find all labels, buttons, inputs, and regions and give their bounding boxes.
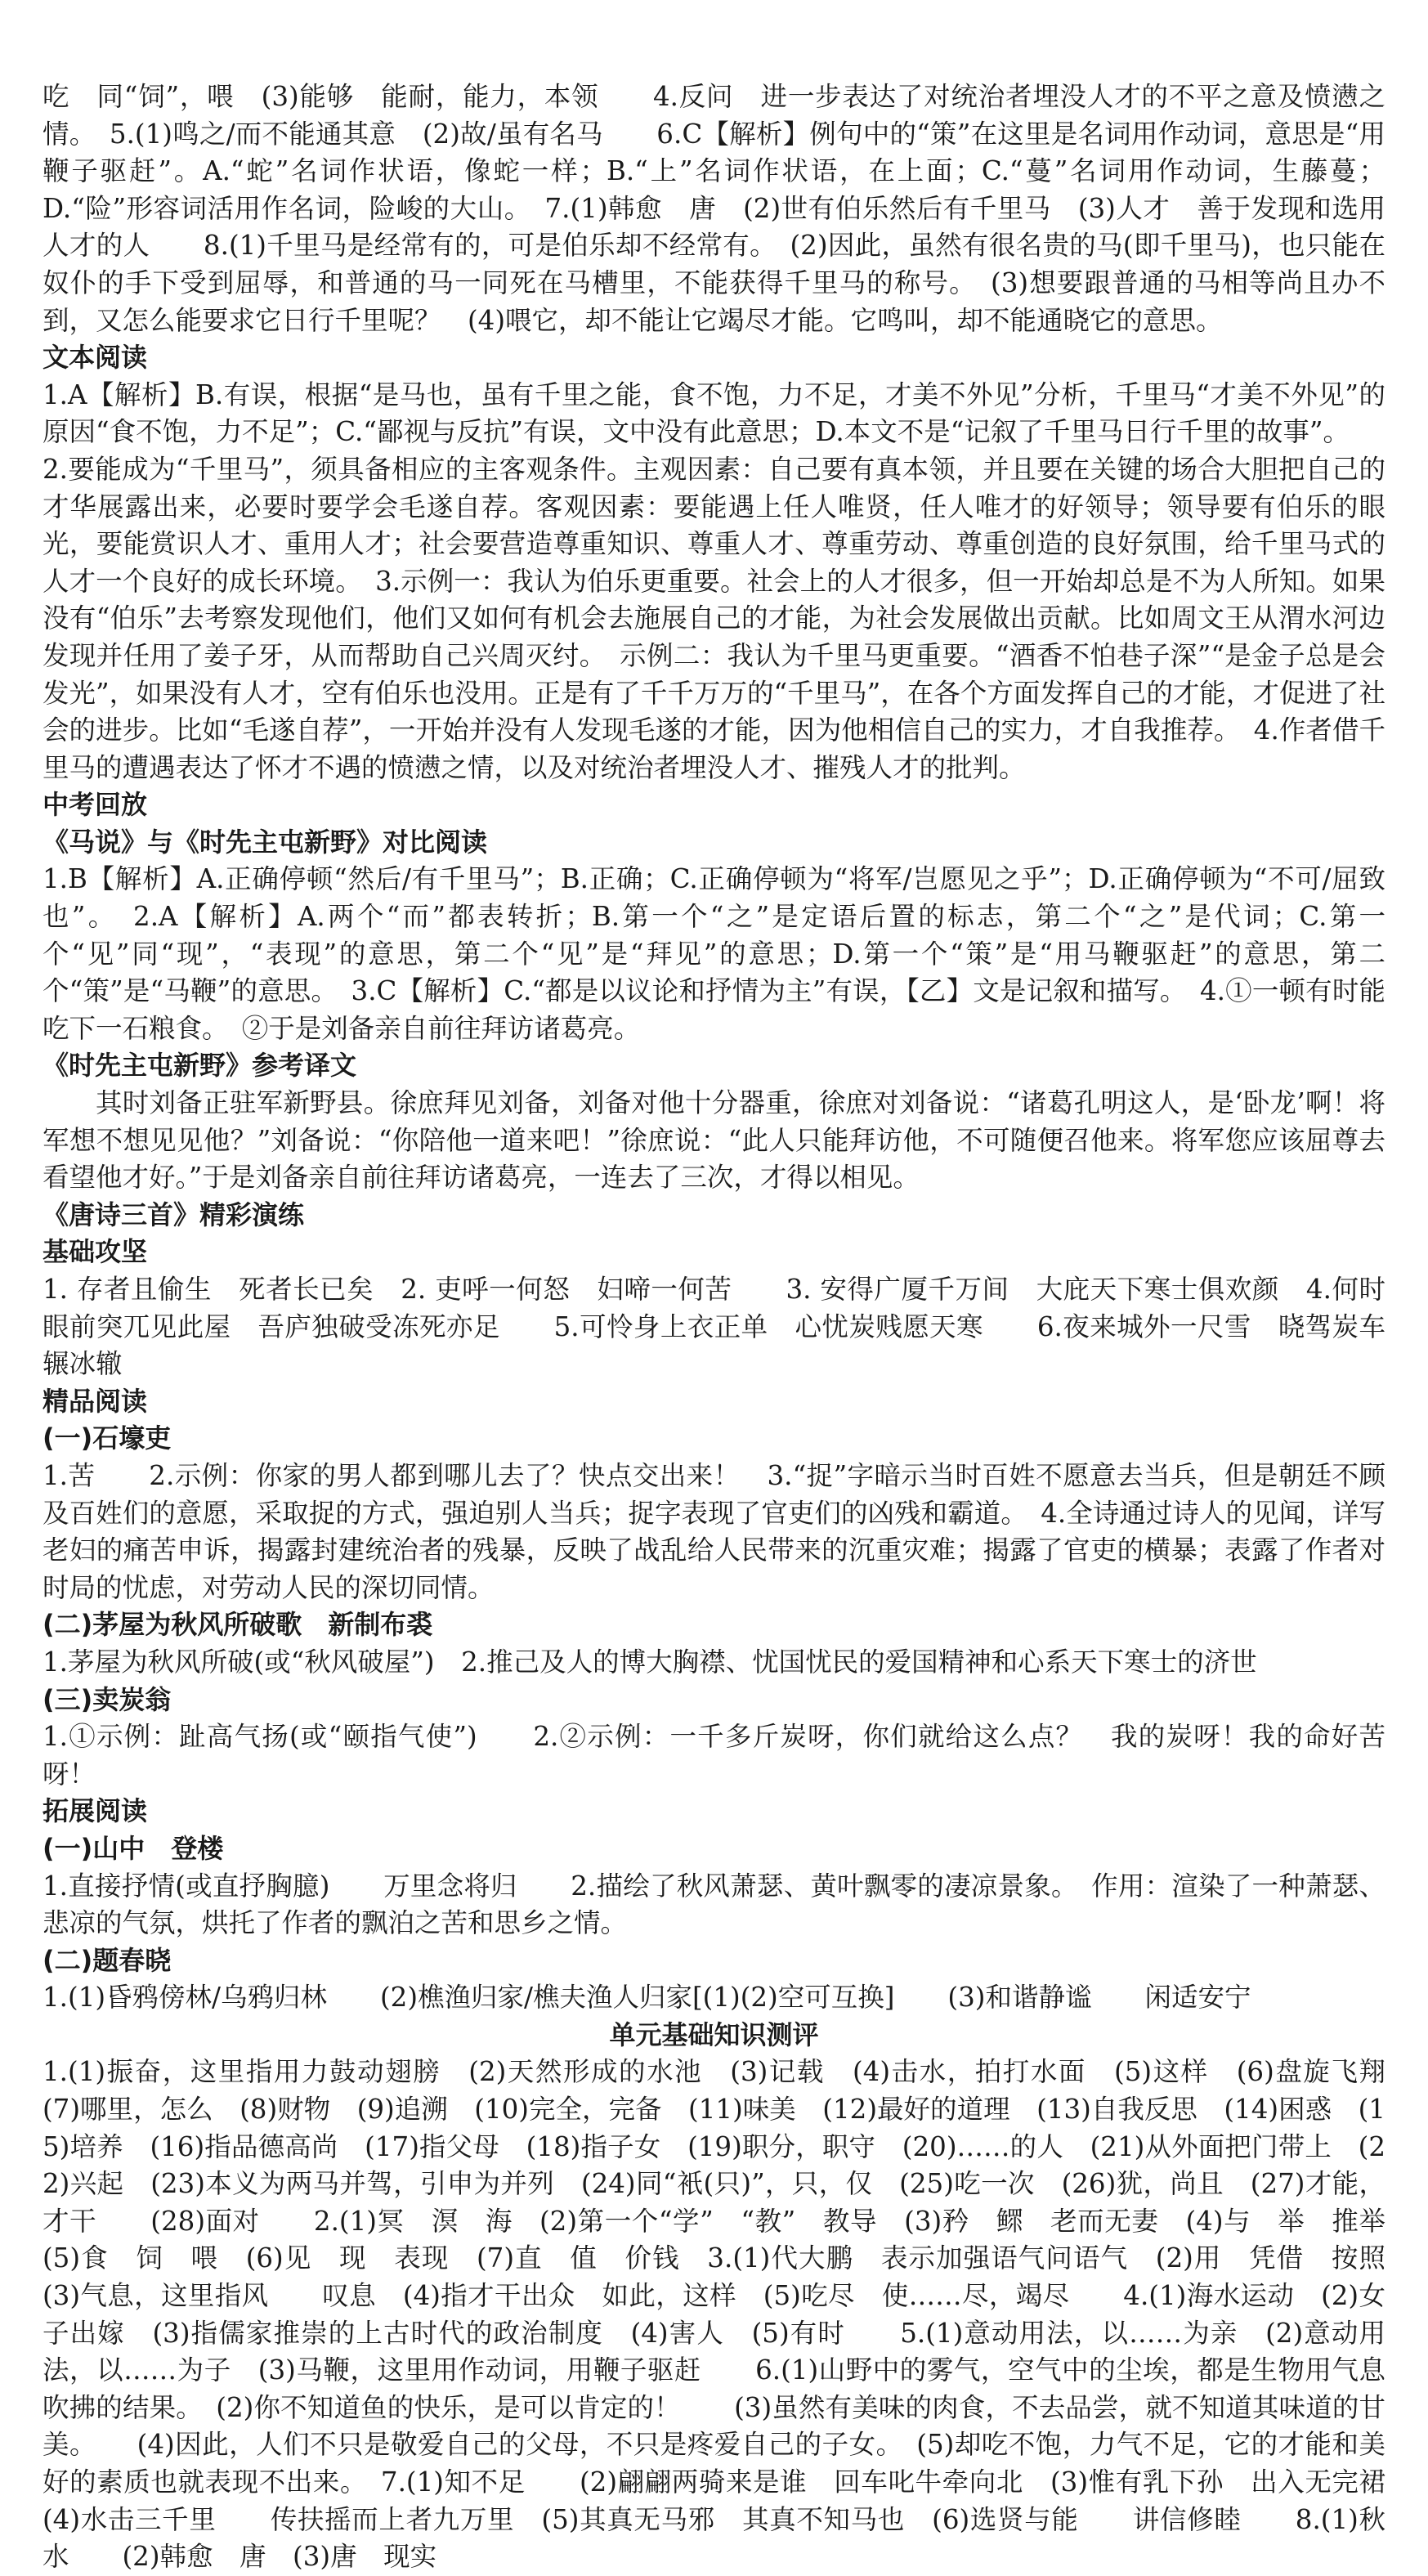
section-heading: 基础攻坚 [43, 1236, 148, 1268]
answer-paragraph: 1.直接抒情(或直抒胸臆) 万里念将归 2.描绘了秋风萧瑟、黄叶飘零的凄凉景象。 作用：渲染了一种萧瑟、悲凉的气氛，烘托了作者的飘泊之苦和思乡之情。 [43, 1870, 1385, 1939]
section-heading: 《时先主屯新野》参考译文 [43, 1050, 357, 1082]
answer-paragraph: 1.①示例：趾高气扬(或“颐指气使”) 2.②示例：一千多斤炭呀，你们就给这么点？ 我的炭呀！我的命好苦呀！ [43, 1721, 1385, 1790]
answer-paragraph: 1.苦 2.示例：你家的男人都到哪儿去了？快点交出来！ 3.“捉”字暗示当时百姓不愿意去当兵，但是朝廷不顾及百姓们的意愿，采取捉的方式，强迫别人当兵；捉字表现了官吏们的凶残和霸道。 4.全诗通过诗人的见闻，详写老妇的痛苦申诉，揭露封建统治者的残暴，反映了战乱给人民带来的沉重灾难；揭露了官吏的横暴；表露了作者对时局的忧虑，对劳动人民的深切同情。 [43, 1459, 1385, 1603]
section-heading: 《唐诗三首》精彩演练 [43, 1198, 305, 1230]
answer-paragraph: 吃 同“饲”，喂 (3)能够 能耐，能力，本领 4.反问 进一步表达了对统治者埋没人才的不平之意及愤懑之情。 5.(1)鸣之/而不能通其意 (2)故/虽有名马 6.C【解析】例句中的“策”在这里是名词用作动词，意思是“用鞭子驱赶”。A.“蛇”名词作状语，像蛇一样；B.“上”名词作状语，在上面；C.“蔓”名词用作动词，生藤蔓；D.“险”形容词活用作名词，险峻的大山。 7.(1)韩愈 唐 (2)世有伯乐然后有千里马 (3)人才 善于发现和选用人才的人 8.(1)千里马是经常有的，可是伯乐却不经常有。 (2)因此，虽然有很名贵的马(即千里马)，也只能在奴仆的手下受到屈辱，和普通的马一同死在马槽里，不能获得千里马的称号。 (3)想要跟普通的马相等尚且办不到，又怎么能要求它日行千里呢？ (4)喂它，却不能让它竭尽才能。它鸣叫，却不能通晓它的意思。 [43, 81, 1385, 336]
section-heading: 文本阅读 [43, 342, 148, 374]
answer-content [43, 78, 1412, 2576]
section-heading: (一)山中 登楼 [43, 1832, 224, 1864]
section-heading: (三)卖炭翁 [43, 1683, 172, 1715]
section-heading: (二)题春晓 [43, 1944, 172, 1976]
answer-paragraph: 1.B【解析】A.正确停顿“然后/有千里马”；B.正确；C.正确停顿为“将军/岂愿见之乎”；D.正确停顿为“不可/屈致也”。 2.A【解析】A.两个“而”都表转折；B.第一个“之”是定语后置的标志，第二个“之”是代词；C.第一个“见”同“现”，“表现”的意思，第二个“见”是“拜见”的意思；D.第一个“策”是“用马鞭驱赶”的意思，第二个“策”是“马鞭”的意思。 3.C【解析】C.“都是以议论和抒情为主”有误，【乙】文是记叙和描写。 4.①一顿有时能吃下一石粮食。 ②于是刘备亲自前往拜访诸葛亮。 [43, 863, 1385, 1044]
section-heading: 《马说》与《时先主屯新野》对比阅读 [43, 826, 488, 858]
answer-paragraph: 1.(1)昏鸦傍林/乌鸦归林 (2)樵渔归家/樵夫渔人归家[(1)(2)空可互换] (3)和谐静谧 闲适安宁 [43, 1982, 1251, 2014]
answer-paragraph: 1.茅屋为秋风所破(或“秋风破屋”) 2.推己及人的博大胸襟、忧国忧民的爱国精神和心系天下寒士的济世 [43, 1646, 1257, 1678]
answer-paragraph: 2.要能成为“千里马”，须具备相应的主客观条件。主观因素：自己要有真本领，并且要在关键的场合大胆把自己的才华展露出来，必要时要学会毛遂自荐。客观因素：要能遇上任人唯贤，任人唯才的好领导；领导要有伯乐的眼光，要能赏识人才、重用人才；社会要营造尊重知识、尊重人才、尊重劳动、尊重创造的良好氛围，给千里马式的人才一个良好的成长环境。 3.示例一：我认为伯乐更重要。社会上的人才很多，但一开始却总是不为人所知。如果没有“伯乐”去考察发现他们，他们又如何有机会去施展自己的才能，为社会发展做出贡献。比如周文王从渭水河边发现并任用了姜子牙，从而帮助自己兴周灭纣。 示例二：我认为千里马更重要。“酒香不怕巷子深”“是金子总是会发光”，如果没有人才，空有伯乐也没用。正是有了千千万万的“千里马”，在各个方面发挥自己的才能，才促进了社会的进步。比如“毛遂自荐”，一开始并没有人发现毛遂的才能，因为他相信自己的实力，才自我推荐。 4.作者借千里马的遭遇表达了怀才不遇的愤懑之情，以及对统治者埋没人才、摧残人才的批判。 [43, 453, 1385, 783]
section-heading: 拓展阅读 [43, 1795, 148, 1827]
answer-paragraph: 1.A【解析】B.有误，根据“是马也，虽有千里之能，食不饱，力不足，才美不外见”分析，千里马“才美不外见”的原因“食不饱，力不足”；C.“鄙视与反抗”有误，文中没有此意思；D.本文不是“记叙了千里马日行千里的故事”。 [43, 379, 1385, 448]
section-heading: (二)茅屋为秋风所破歌 新制布裘 [43, 1609, 433, 1641]
section-heading: 中考回放 [43, 789, 148, 821]
section-heading: 精品阅读 [43, 1385, 148, 1417]
answer-paragraph: 1. 存者且偷生 死者长已矣 2. 吏呼一何怒 妇啼一何苦 3. 安得广厦千万间 大庇天下寒士俱欢颜 4.何时眼前突兀见此屋 吾庐独破受冻死亦足 5.可怜身上衣正单 心忧炭贱愿天寒 6.夜来城外一尺雪 晓驾炭车辗冰辙 [43, 1274, 1385, 1380]
section-heading: (一)石壕吏 [43, 1422, 172, 1454]
answer-paragraph: 其时刘备正驻军新野县。徐庶拜见刘备，刘备对他十分器重，徐庶对刘备说：“诸葛孔明这人，是‘卧龙’啊！将军想不想见见他？”刘备说：“你陪他一道来吧！”徐庶说：“此人只能拜访他，不可随便召他来。将军您应该屈尊去看望他才好。”于是刘备亲自前往拜访诸葛亮，一连去了三次，才得以相见。 [43, 1087, 1385, 1194]
unit-test-title: 单元基础知识测评 [609, 2018, 819, 2050]
answer-paragraph: 1.(1)振奋，这里指用力鼓动翅膀 (2)天然形成的水池 (3)记载 (4)击水，拍打水面 (5)这样 (6)盘旋飞翔 (7)哪里，怎么 (8)财物 (9)追溯 (10)完全，完备 (11)味美 (12)最好的道理 (13)自我反思 (14)困惑 (15)培养 (16)指品德高尚 (17)指父母 (18)指子女 (19)职分，职守 (20)……的人 (21)从外面把门带上 (22)兴起 (23)本义为两马并驾，引申为并列 (24)同“衹(只)”，只，仅 (25)吃一次 (26)犹，尚且 (27)才能，才干 (28)面对 2.(1)冥 溟 海 (2)第一个“学” “教” 教导 (3)矜 鳏 老而无妻 (4)与 举 推举 (5)食 饲 喂 (6)见 现 表现 (7)直 值 价钱 3.(1)代大鹏 表示加强语气问语气 (2)用 凭借 按照 (3)气息，这里指风 叹息 (4)指才干出众 如此，这样 (5)吃尽 使……尽，竭尽 4.(1)海水运动 (2)女子出嫁 (3)指儒家推崇的上古时代的政治制度 (4)害人 (5)有时 5.(1)意动用法，以……为亲 (2)意动用法，以……为子 (3)马鞭，这里用作动词，用鞭子驱赶 6.(1)山野中的雾气，空气中的尘埃，都是生物用气息吹拂的结果。 (2)你不知道鱼的快乐，是可以肯定的！ (3)虽然有美味的肉食，不去品尝，就不知道其味道的甘美。 (4)因此，人们不只是敬爱自己的父母，不只是疼爱自己的子女。 (5)却吃不饱，力气不足，它的才能和美好的素质也就表现不出来。 7.(1)知不足 (2)翩翩两骑来是谁 回车叱牛牵向北 (3)惟有乳下孙 出入无完裙 (4)水击三千里 传扶摇而上者九万里 (5)其真无马邪 其真不知马也 (6)选贤与能 讲信修睦 8.(1)秋水 (2)韩愈 唐 (3)唐 现实 [43, 2056, 1412, 2573]
